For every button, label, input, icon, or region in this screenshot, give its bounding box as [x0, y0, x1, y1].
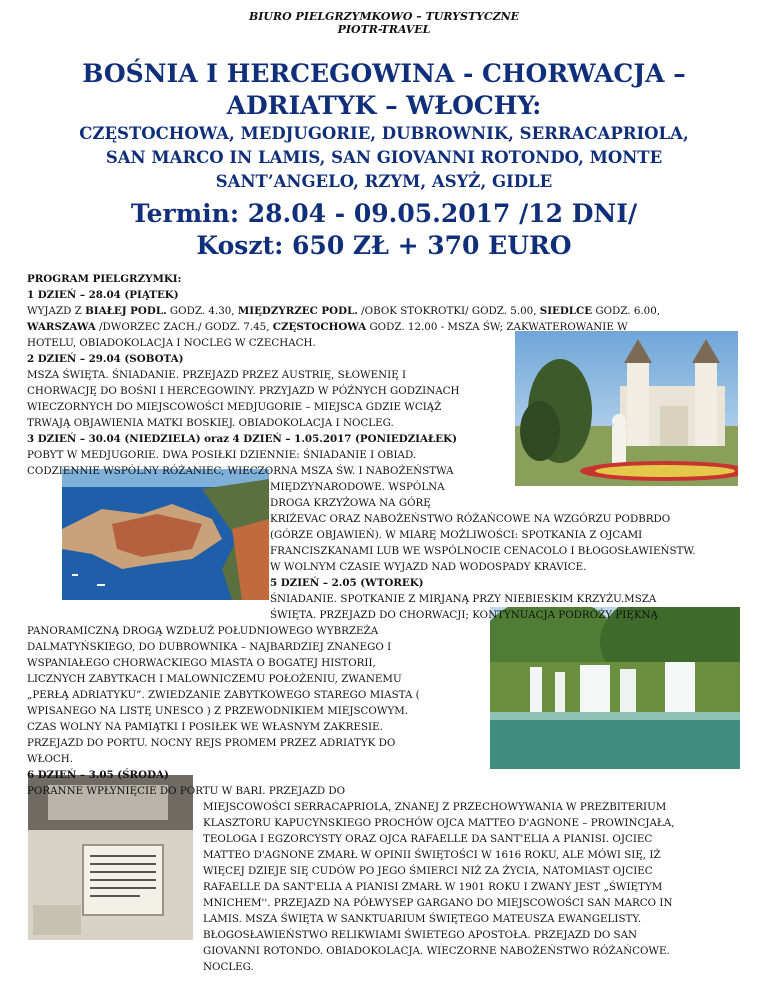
day3-line: KRIŻEVAC ORAZ NABOŻEŃSTWO RÓŻAŃCOWE NA WZGÓRZU PODBRDO — [270, 513, 671, 525]
day3-line: FRANCISZKANAMI LUB WE WSPÓLNOCIE CENACOLO I BŁOGOSŁAWIEŃSTW. — [270, 545, 696, 557]
day3-line: POBYT W MEDJUGORIE. DWA POSIŁKI DZIENNIE: ŚNIADANIE I OBIAD. — [27, 449, 417, 461]
day1-line1: WYJAZD Z BIAŁEJ PODL. GODZ. 4.30, MIĘDZYRZEC PODL. /OBOK STOKROTKI/ GODZ. 5.00, SIEDLCE GODZ. 6.00, — [27, 305, 661, 317]
day2-line: MSZA ŚWIĘTA. ŚNIADANIE. PRZEJAZD PRZEZ AUSTRIĘ, SŁOWENIĘ I — [27, 369, 407, 381]
agency-name: BIURO PIELGRZYMKOWO – TURYSTYCZNE — [248, 10, 520, 23]
places-line3: SANT’ANGELO, RZYM, ASYŻ, GIDLE — [215, 172, 553, 191]
page-title-line2: ADRIATYK – WŁOCHY: — [226, 91, 542, 120]
day3-line: CODZIENNIE WSPÓLNY RÓŻANIEC, WIECZORNA MSZA ŚW. I NABOŻEŃSTWA — [27, 465, 454, 477]
day1-heading: 1 DZIEŃ – 28.04 (PIĄTEK) — [27, 289, 179, 301]
day6-line: MATTEO D'AGNONE ZMARŁ W OPINII ŚWIĘTOŚCI W 1616 ROKU, ALE MÓWI SIĘ, IŻ — [203, 849, 661, 861]
day5-line: WPISANEGO NA LISTĘ UNESCO ) Z PRZEWODNIKIEM MIEJSCOWYM. — [27, 705, 409, 717]
day3-heading: 3 DZIEŃ – 30.04 (NIEDZIELA) oraz 4 DZIEŃ – 1.05.2017 (PONIEDZIAŁEK) — [27, 433, 457, 445]
day6-line: RAFAELLE DA SANT'ELIA A PIANISI ZMARŁ W 1901 ROKU I ZWANY JEST „ŚWIĘTYM — [203, 881, 663, 893]
day6-line: NOCLEG. — [203, 961, 254, 973]
medjugorje-church-photo — [515, 331, 738, 486]
day5-line: DALMATYŃSKIEGO, DO DUBROWNIKA – NAJBARDZIEJ ZNANEGO I — [27, 641, 392, 653]
day1-line2: WARSZAWA /DWORZEC ZACH./ GODZ. 7.45, CZĘSTOCHOWA GODZ. 12.00 - MSZA ŚW; ZAKWATEROWANIE W — [27, 321, 628, 333]
day5-line: PRZEJAZD DO PORTU. NOCNY REJS PROMEM PRZEZ ADRIATYK DO — [27, 737, 396, 749]
day1-line3: HOTELU, OBIADOKOLACJA I NOCLEG W CZECHACH. — [27, 337, 316, 349]
day3-line: MIĘDZYNARODOWE. WSPÓLNA — [270, 481, 445, 493]
places-line2: SAN MARCO IN LAMIS, SAN GIOVANNI ROTONDO, MONTE — [105, 148, 663, 167]
day5-line: WŁOCH. — [27, 753, 74, 765]
day2-line: CHORWACJĘ DO BOŚNI I HERCEGOWINY. PRZYJAZD W PÓŹNYCH GODZINACH — [27, 385, 460, 397]
day2-heading: 2 DZIEŃ – 29.04 (SOBOTA) — [27, 353, 184, 365]
agency-brand: PIOTR-TRAVEL — [337, 23, 431, 36]
day6-line: BŁOGOSŁAWIEŃSTWO RELIKWIAMI ŚWIETEGO APOSTOŁA. PRZEJAZD DO SAN — [203, 929, 638, 941]
places-line1: CZĘSTOCHOWA, MEDJUGORIE, DUBROWNIK, SERRACAPRIOLA, — [79, 124, 689, 143]
day6-line: WIĘCEJ DZIEJE SIĘ CUDÓW PO JEGO ŚMIERCI NIŻ ZA ŻYCIA, NATOMIAST OJCIEC — [203, 865, 653, 877]
day2-line: TRWAJĄ OBJAWIENIA MATKI BOSKIEJ. OBIADOKOLACJA I NOCLEG. — [27, 417, 394, 429]
day6-heading: 6 DZIEŃ – 3.05 (ŚRODA) — [27, 769, 169, 781]
day6-line: GIOVANNI ROTONDO. OBIADOKOLACJA. WIECZORNE NABOŻEŃSTWO RÓŻAŃCOWE. — [203, 945, 670, 957]
day5-heading: 5 DZIEŃ – 2.05 (WTOREK) — [270, 577, 424, 589]
day6-line: MNICHEM''. PRZEJAZD NA PÓŁWYSEP GARGANO DO MIEJSCOWOŚCI SAN MARCO IN — [203, 897, 673, 909]
program-heading: PROGRAM PIELGRZYMKI: — [27, 273, 182, 285]
day6-line: PORANNE WPŁYNIĘCIE DO PORTU W BARI. PRZEJAZD DO — [27, 785, 346, 797]
relic-plaque-photo — [28, 775, 193, 940]
day6-line: KLASZTORU KAPUCYNSKIEGO PROCHÓW OJCA MATTEO D'AGNONE – PROWINCJAŁA, — [203, 817, 675, 829]
day5-line: PANORAMICZNĄ DROGĄ WZDŁUŻ POŁUDNIOWEGO WYBRZEŻA — [27, 625, 379, 637]
day3-line: DROGA KRZYŻOWA NA GÓRĘ — [270, 497, 431, 509]
day6-line: TEOLOGA I EGZORCYSTY ORAZ OJCA RAFAELLE DA SANT'ELIA A PIANISI. OJCIEC — [203, 833, 653, 845]
day6-line: LAMIS. MSZA ŚWIĘTA W SANKTUARIUM ŚWIĘTEGO MATEUSZA EWANGELISTY. — [203, 913, 642, 925]
day6-line: MIEJSCOWOŚCI SERRACAPRIOLA, ZNANEJ Z PRZECHOWYWANIA W PREZBITERIUM — [203, 801, 667, 813]
day5-line: ŚWIĘTA. PRZEJAZD DO CHORWACJI; KONTYNUACJA PODRÓŻY PIĘKNĄ — [270, 609, 658, 621]
day5-line: WSPANIAŁEGO CHORWACKIEGO MIASTA O BOGATEJ HISTORII, — [27, 657, 376, 669]
kravice-waterfalls-photo — [490, 607, 740, 769]
trip-dates: Termin: 28.04 - 09.05.2017 /12 DNI/ — [130, 199, 638, 228]
day3-line: (GÓRZE OBJAWIEŃ). W MIARĘ MOŻLIWOŚCI: SPOTKANIA Z OJCAMI — [270, 529, 643, 541]
dubrovnik-coast-photo — [62, 469, 269, 600]
day5-line: ŚNIADANIE. SPOTKANIE Z MIRJANĄ PRZY NIEBIESKIM KRZYŻU.MSZA — [270, 593, 657, 605]
day3-line: W WOLNYM CZASIE WYJAZD NAD WODOSPADY KRAVICE. — [270, 561, 587, 573]
trip-cost: Koszt: 650 ZŁ + 370 EURO — [196, 231, 572, 260]
day5-line: „PERŁĄ ADRIATYKU”. ZWIEDZANIE ZABYTKOWEGO STAREGO MIASTA ( — [27, 689, 420, 701]
day5-line: LICZNYCH ZABYTKACH I MALOWNICZEMU POŁOŻENIU, ZWANEMU — [27, 673, 402, 685]
day5-line: CZAS WOLNY NA PAMIĄTKI I POSIŁEK WE WŁASNYM ZAKRESIE. — [27, 721, 383, 733]
day2-line: WIECZORNYCH DO MIEJSCOWOŚCI MEDJUGORIE – MIEJSCA GDZIE WCIĄŻ — [27, 401, 442, 413]
page-title-line1: BOŚNIA I HERCEGOWINA - CHORWACJA – — [82, 59, 686, 88]
